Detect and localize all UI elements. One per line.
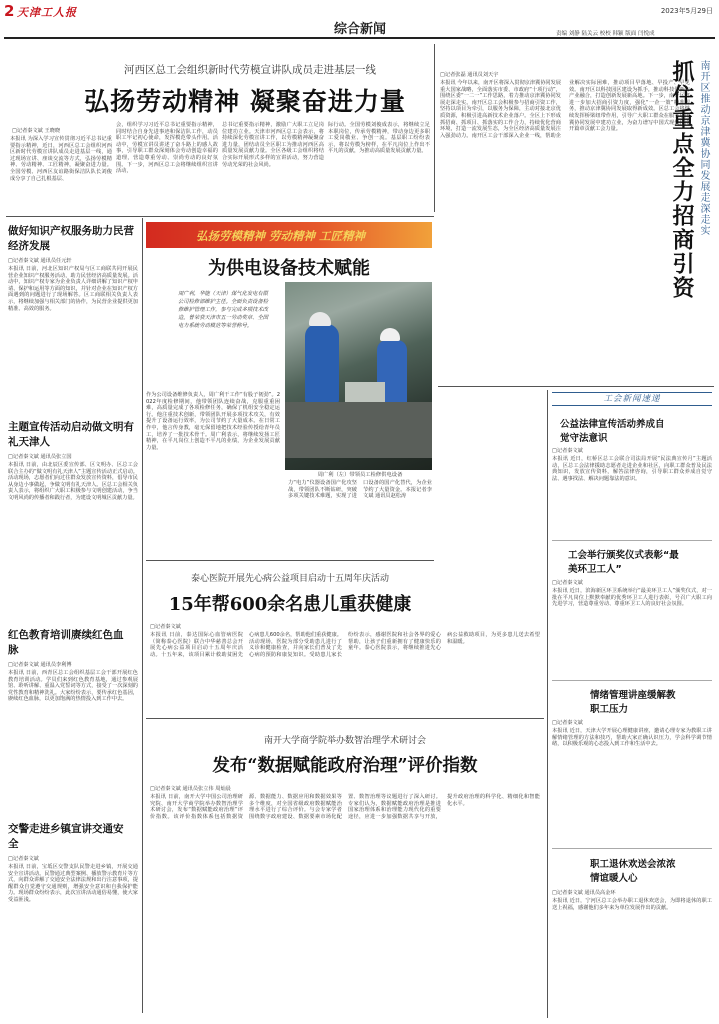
right-item-3-title: 情绪管理讲座缓解教职工压力 bbox=[590, 690, 676, 715]
lead-col2: 会，组织学习习近平总书记重要指示精神，同时结合自身先进事迹和保洁队工作，动员职工牢记初心使命，发挥模范带头作用。活动中，劳模宣讲员讲述了奋斗路上的感人故事，引导职工群众深刻体会劳动创造幸福的道理，营造尊重劳动、崇尚劳动的良好氛围。下一步，河西区总工会将继续组织宣讲活动， bbox=[116, 122, 218, 175]
left-story-1-byline: □记者秦文斌 通讯员任元轩 bbox=[8, 258, 72, 264]
left-column-divider bbox=[142, 218, 143, 1013]
right-top-rule bbox=[438, 386, 714, 387]
hospital-body: 本报讯 日前，泰达国际心血管病医院（简称泰心医院）联合中华慈善总会开展先心病公益项目启动十五周年庆活动。十五年来，该项目累计救助贫困先心病患儿600余名，帮助他们重获健康。活动现场，医院为部分受助患儿进行了义诊和健康检查，并向家长们普及了先心病的预防和康复知识。受助患儿家长纷纷表示，感谢医院和社会各界的爱心帮助，让孩子们重新拥有了健康快乐的童年。泰心医院表示，将继续推进先心病公益救助项目，为更多患儿送去希望和温暖。 bbox=[150, 632, 540, 658]
lead-kicker: 河西区总工会组织新时代劳模宣讲队成员走进基层一线 bbox=[124, 64, 376, 76]
section-title: 综合新闻 bbox=[333, 22, 386, 37]
right-column-divider bbox=[547, 390, 548, 1018]
right-item-1-body: 本报讯 近日，红桥区总工会联合司法局开展“民法典宣传月”主题活动，区总工会法律援助志愿者走进企业和社区，向职工群众普及民法典知识，发放宣传资料，解答法律咨询，引导职工群众养成自觉守法、遇事找法、解决问题靠法的意识。 bbox=[552, 456, 712, 482]
right-item-2-byline: □记者秦文斌 bbox=[552, 580, 583, 586]
feature-body: 作为公司设备维修负责人，周广利干工作“有股子韧劲”。2022年度检修期间，他带领团队连续奋战，克服重重困难，高质量完成了各项检修任务，确保了机组安全稳定运行。他注重技术创新，带领团队开展多项技术攻关，有效提升了设备运行效率，为公司节约了大量成本。在日常工作中，他言传身教，毫无保留地把技术经验传授给青年员工，培养了一批技术骨干。周广利表示，将继续发扬工匠精神，在平凡岗位上创造不平凡的业绩，为企业发展贡献力量。 bbox=[146, 392, 280, 451]
right-section-label-text: 工会新闻速递 bbox=[603, 394, 661, 404]
right-item-3-body: 本报讯 近日，天津大学开展心理健康讲座，邀请心理专家为教职工讲解情绪管理的方法和技巧，帮助大家正确认识压力，学会科学调节情绪，以积极乐观的心态投入到工作和生活中去。 bbox=[552, 728, 712, 748]
left-story-2-byline: □记者秦文斌 通讯员张立国 bbox=[8, 454, 72, 460]
feature-body-2: 力“电力”仪器设备国产化攻坚战，带领团队不断钻研，突破多项关键技术难题，实现了进口设备的国产化替代，为企业节约了大量资金。本报记者李文斌 通讯员赵松涛 bbox=[288, 480, 432, 500]
right-item-4-body: 本报讯 近日，宁河区总工会举办职工退休欢送会，为即将退休的职工送上祝福，感谢他们多年来为单位发展作出的贡献。 bbox=[552, 898, 712, 911]
left-story-3-byline: □记者秦文斌 通讯员李利博 bbox=[8, 662, 72, 668]
feature-caption: 周广利（左）带领员工检修供电设备 bbox=[317, 472, 403, 478]
left-story-1-title: 做好知识产权服务助力民营经济发展 bbox=[8, 225, 134, 252]
hospital-kicker: 泰心医院开展先心病公益项目启动十五周年庆活动 bbox=[190, 574, 389, 584]
hospital-byline: □记者秦文斌 bbox=[150, 624, 181, 630]
left-story-4-byline: □记者秦文斌 bbox=[8, 856, 39, 862]
left-story-4-body: 本报讯 日前，宝坻区交警支队民警走进乡镇，开展交通安全宣讲活动。民警通过典型案例、播放警示教育片等方式，向群众讲解了交通安全法律法规和出行注意事项，提醒群众自觉遵守交通规则，增强安全意识和自我保护能力。现场群众纷纷表示，此次宣讲活动通俗易懂，使大家受益匪浅。 bbox=[8, 864, 138, 903]
date: 2023年5月29日 bbox=[660, 7, 713, 15]
right-item-2-body: 本报讯 近日，滨海新区环卫系统举行“最美环卫工人”颁奖仪式，对一批在平凡岗位上默默奉献的优秀环卫工人进行表彰，号召广大职工向先进学习，营造尊重劳动、尊重环卫工人的良好社会氛围。 bbox=[552, 588, 712, 608]
right-rule-3 bbox=[552, 848, 712, 849]
lead-bottom-rule bbox=[6, 216, 434, 217]
right-section-label bbox=[552, 392, 712, 406]
right-rule-2 bbox=[552, 680, 712, 681]
photo-helmet-1 bbox=[309, 312, 331, 326]
feature-intro: 周广利，华能（天津）煤气化发电有限公司检修部维护主任。全面负责设备检修维护管理工作，参与完成多项技术改造。曾荣获天津市五一劳动奖章、全国电力系统劳动模范等荣誉称号。 bbox=[178, 291, 269, 329]
left-story-3-title: 红色教育培训赓续红色血脉 bbox=[8, 629, 124, 656]
nankai-headline: 发布“数据赋能政府治理”评价指数 bbox=[212, 756, 478, 776]
nankai-byline: □记者秦文斌 通讯员张立伟 周灿晨 bbox=[150, 786, 231, 792]
page-number: 2 bbox=[4, 2, 15, 20]
photo-equipment bbox=[285, 402, 432, 458]
right-item-1-title: 公益法律宣传活动养成自觉守法意识 bbox=[560, 419, 665, 444]
feature-bottom-rule bbox=[146, 560, 434, 561]
lead-headline: 弘扬劳动精神 凝聚奋进力量 bbox=[84, 87, 406, 116]
left-story-2-body: 本报讯 日前，由北辰区委宣传部、区文明办、区总工会联合主办的“做文明有礼天津人”主题宣传活动正式启动。活动现场，志愿者们向过往群众发放宣传资料，倡导市民从身边小事做起，争做文明有礼天津人。区总工会相关负责人表示，将组织广大职工积极参与文明创建活动，争当文明风尚的传播者和践行者，为建设文明城区贡献力量。 bbox=[8, 462, 138, 501]
feature-banner-text: 弘扬劳模精神 劳动精神 工匠精神 bbox=[196, 229, 366, 243]
left-story-3-body: 本报讯 日前，西青区总工会组织基层工会干部开展红色教育培训活动。学员们来到红色教育基地，通过参观展馆、聆听讲解、重温入党誓词等方式，接受了一次深刻的党性教育和精神洗礼。大家纷纷表示，要传承红色基因，赓续红色血脉，以更加饱满的热情投入到工作中去。 bbox=[8, 670, 138, 703]
vertical-title: 抓住重点全力招商引资 bbox=[669, 60, 695, 300]
feature-headline: 为供电设备技术赋能 bbox=[208, 258, 370, 279]
right-item-1-byline: □记者秦文斌 bbox=[552, 448, 583, 454]
photo-helmet-2 bbox=[380, 328, 400, 341]
paper-name: 天津工人报 bbox=[17, 6, 77, 19]
left-story-2-title: 主题宣传活动启动做文明有礼天津人 bbox=[8, 421, 134, 448]
lead-divider bbox=[434, 44, 435, 212]
vertical-kicker: 南开区推动京津冀协同发展走深走实 bbox=[698, 60, 709, 236]
hospital-headline: 15年帮600余名患儿重获健康 bbox=[168, 594, 412, 615]
feature-banner bbox=[146, 222, 432, 248]
feature-photo bbox=[285, 282, 432, 470]
lead-byline: □记者秦文斌 王晓晓 bbox=[12, 128, 61, 134]
right-rule-1 bbox=[552, 540, 712, 541]
right-item-4-byline: □记者秦文斌 通讯员高金环 bbox=[552, 890, 616, 896]
col5-body: 本报讯 今年以来，南开区将深入贯彻京津冀协同发展重大国家战略，全面落实市委、市政府“十项行动”，围绕区委“一二一”工作思路，着力推动京津冀协同发展走深走实。南开区总工会积极参与招商引资工作，坚持以项目为牵引，以服务为保障，主动对接北京优质资源，积极引进高新技术企业落户。全区上下形成抓招商、抓项目、抓落实的工作合力，持续优化营商环境，打造一流发展生态，为全区经济高质量发展注入强劲动力。南开区工会干部深入企业一线，帮助企业解决实际困难，推动项目早落地、早投产、早见效。南开区以科技园区建设为抓手，推动科技创新与产业融合，打造创新发展新高地。下一步，南开区将进一步加大招商引资力度，强化“一企一策”精准服务，推动京津冀协同发展取得新成效。区总工会将继续发挥桥梁纽带作用，引导广大职工群众在服务京津冀协同发展中建功立业，为奋力谱写中国式现代化南开篇章贡献工会力量。 bbox=[440, 80, 690, 139]
photo-panel bbox=[345, 382, 385, 402]
right-item-2-title: 工会举行颁奖仪式表彰“最美环卫工人” bbox=[568, 550, 679, 575]
nankai-kicker: 南开大学商学院举办数智治理学术研讨会 bbox=[263, 736, 426, 746]
right-item-4-title: 职工退休欢送会浓浓情谊暖人心 bbox=[590, 859, 676, 884]
lead-col1: 本报讯 为深入学习宣传贯彻习近平总书记重要指示精神，近日，河西区总工会组织河西区新时代劳模宣讲队成员走进基层一线，通过现场宣讲、座谈交流等方式，弘扬劳模精神、劳动精神、工匠精神，凝聚奋进力量。全国劳模、河西区友谊路街保洁队队长刘俊成分享了自己扎根基层、 bbox=[10, 136, 112, 182]
left-story-1-body: 本报讯 日前，河北区知识产权局与区工商联共同开展民营企业知识产权服务活动，助力民营经济高质量发展。活动中，知识产权专家为企业负责人详细讲解了知识产权申请、保护和运用等方面的知识，并针对企业在知识产权方面遇到的问题进行了现场解答。区工商联相关负责人表示，将继续加强与相关部门的协作，为民营企业提供更加精准、高效的服务。 bbox=[8, 266, 138, 312]
right-item-3-byline: □记者秦文斌 bbox=[552, 720, 583, 726]
lead-col3: 总书记重要指示精神，激励广大职工立足岗位建功立业。天津市河西区总工会表示，将持续深化劳模宣讲工作，以劳模精神凝聚奋进力量，团结动员全区职工为推动河西区高质量发展贡献力量。全区各级工会组织将结合实际开展形式多样的宣讲活动，努力营造劳动光荣的社会风尚。 bbox=[222, 122, 324, 168]
col5-byline: □记者张磊 通讯员刘天宇 bbox=[440, 72, 499, 78]
left-story-4-title: 交警走进乡镇宣讲交通安全 bbox=[8, 823, 124, 850]
lead-col4: 际行动。全国劳模刘俊成表示，将继续立足本职岗位，传承劳模精神，带动身边更多职工爱岗敬业、争创一流。基层职工纷纷表示，将以劳模为榜样，在平凡岗位上作出不平凡的贡献，为推动高质量发展贡献力量。 bbox=[328, 122, 430, 155]
editors: 责编 刘静 陆关云 校校 韩颖 版面 闫悦成 bbox=[556, 31, 655, 37]
photo-worker-1 bbox=[305, 324, 339, 404]
hospital-bottom-rule bbox=[146, 718, 544, 719]
masthead-rule bbox=[4, 37, 715, 39]
nankai-body: 本报讯 日前，南开大学中国公司治理研究院、南开大学商学院举办数智治理学术研讨会，发布“数据赋能政府治理”评价指数。该评价指数体系包括数据资源、数据能力、数据应用和数据效果等多个维度，对全国省级政府数据赋能治理水平进行了综合评价。与会专家学者围绕数字政府建设、数据要素市场化配置、数智治理等议题进行了深入研讨。专家们认为，数据赋能政府治理是推进国家治理体系和治理能力现代化的重要途径，应进一步加强数据共享与开放，提升政府治理的科学化、精细化和智能化水平。 bbox=[150, 794, 540, 820]
